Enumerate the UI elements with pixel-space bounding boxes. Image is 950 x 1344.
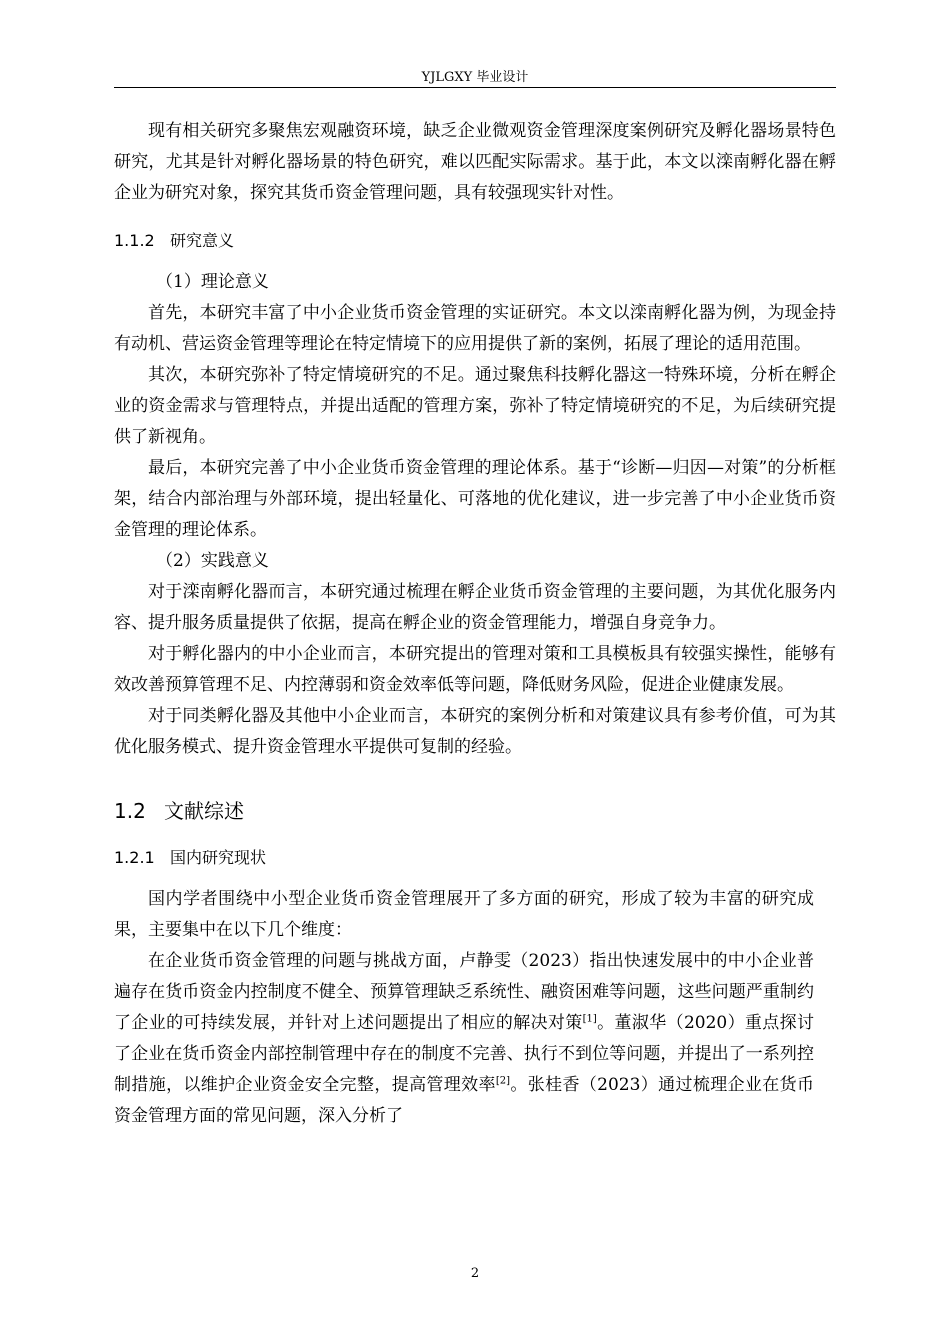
paragraph-domestic-review [114,946,814,1132]
heading-1-1-2 [114,225,836,256]
subheading-practice: （2）实践意义 [156,551,269,571]
heading-number: 1.2.1 [114,848,155,867]
heading-title: 研究意义 [170,231,235,250]
paragraph-incubator: 对于滦南孵化器而言，本研究通过梳理在孵企业货币资金管理的主要问题，为其优化服务内容、提升服务质量提供了依据，提高在孵企业的资金管理能力，增强自身竞争力。 [114,582,836,633]
header-rule [114,87,836,88]
citation-ref-2[interactable]: [2] [495,1075,511,1087]
paragraph-domestic-intro: 国内学者围绕中小型企业货币资金管理展开了多方面的研究，形成了较为丰富的研究成果，主要集中在以下几个维度： [114,889,814,940]
heading-number: 1.1.2 [114,231,155,250]
paragraph-first: 首先，本研究丰富了中小企业货币资金管理的实证研究。本文以滦南孵化器为例，为现金持有动机、营运资金管理等理论在特定情境下的应用提供了新的案例，拓展了理论的适用范围。 [114,303,836,354]
heading-title: 文献综述 [164,799,244,823]
review-text-a: 在企业货币资金管理的问题与挑战方面，卢静雯（2023）指出快速发展中的中小企业普遍存在货币资金内控制度不健全、预算管理缺乏系统性、融资困难等问题，这些问题严重制约了企业的可持续发展，并针对上述问题提出了相应的解决对策 [114,951,814,1033]
paragraph-peers: 对于同类孵化器及其他中小企业而言，本研究的案例分析和对策建议具有参考价值，可为其优化服务模式、提升资金管理水平提供可复制的经验。 [114,706,836,757]
paragraph-second: 其次，本研究弥补了特定情境研究的不足。通过聚焦科技孵化器这一特殊环境，分析在孵企业的资金需求与管理特点，并提出适配的管理方案，弥补了特定情境研究的不足，为后续研究提供了新视角。 [114,365,836,447]
paragraph-intro: 现有相关研究多聚焦宏观融资环境，缺乏企业微观资金管理深度案例研究及孵化器场景特色研究，尤其是针对孵化器场景的特色研究，难以匹配实际需求。基于此，本文以滦南孵化器在孵企业为研究对象，探究其货币资金管理问题，具有较强现实针对性。 [114,121,836,203]
heading-1-2-1 [114,842,836,873]
paragraph-sme: 对于孵化器内的中小企业而言，本研究提出的管理对策和工具模板具有较强实操性，能够有效改善预算管理不足、内控薄弱和资金效率低等问题，降低财务风险，促进企业健康发展。 [114,644,836,695]
heading-title: 国内研究现状 [170,848,267,867]
page-body [114,116,836,1132]
review-text-c: 。张桂香（2023）通过梳理企业在货币资金管理方面的常见问题，深入分析了 [114,1075,815,1126]
page-header: YJLGXY 毕业设计 [421,70,529,85]
page-number: 2 [470,1266,480,1281]
review-text-b: 。董淑华（2020）重点探讨了企业在货币资金内部控制管理中存在的制度不完善、执行不到位等问题，并提出了一系列控制措施，以维护企业资金安全完整，提高管理效率 [114,1013,815,1095]
heading-number: 1.2 [114,799,146,823]
paragraph-last: 最后，本研究完善了中小企业货币资金管理的理论体系。基于“诊断—归因—对策”的分析框架，结合内部治理与外部环境，提出轻量化、可落地的优化建议，进一步完善了中小企业货币资金管理的理论体系。 [114,458,836,540]
subheading-theory: （1）理论意义 [156,272,269,292]
heading-1-2 [114,796,836,827]
citation-ref-1[interactable]: [1] [582,1013,597,1025]
